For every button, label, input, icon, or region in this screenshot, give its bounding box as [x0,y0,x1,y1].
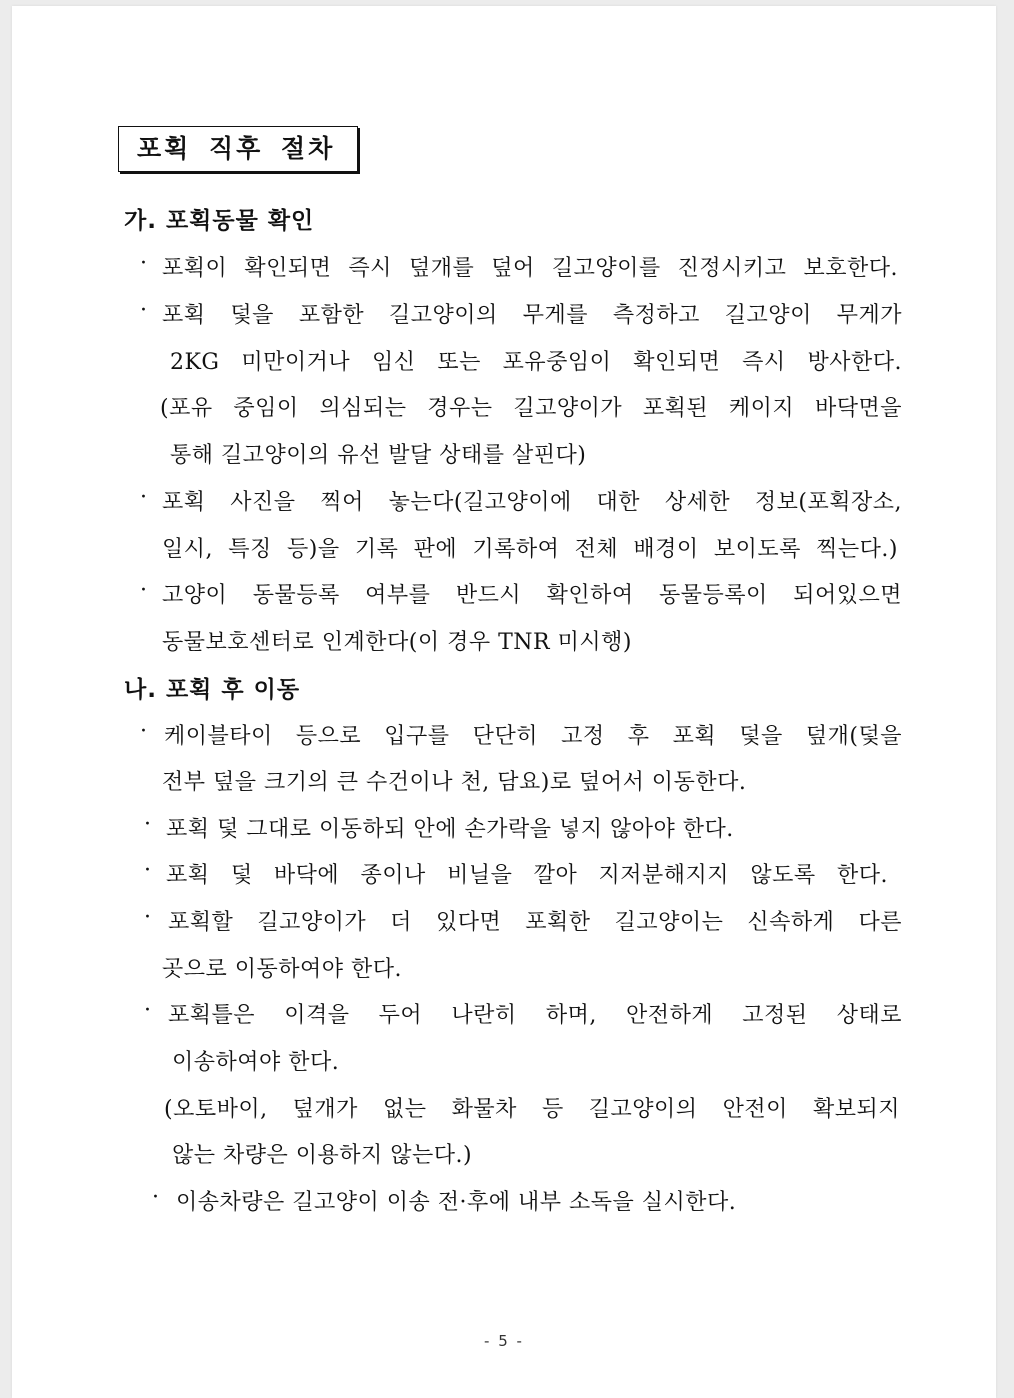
list-item-line: 전부 덮을 크기의 큰 수건이나 천, 담요)로 덮어서 이동한다. [162,770,747,795]
bullet-marker: · [152,1185,159,1210]
list-item-line: 포획틀은 이격을 두어 나란히 하며, 안전하게 고정된 상태로 [168,1003,902,1028]
section-heading-b: 나. 포획 후 이동 [124,677,301,703]
list-item-line: (포유 중임이 의심되는 경우는 길고양이가 포획된 케이지 바닥면을 [160,396,902,421]
bullet-marker: · [140,578,147,603]
list-item-line: 고양이 동물등록 여부를 반드시 확인하여 동물등록이 되어있으면 [162,583,902,608]
bullet-marker: · [140,251,147,276]
document-page [12,6,996,1398]
list-item-line: 2KG 미만이거나 임신 또는 포유중임이 확인되면 즉시 방사한다. [170,350,902,375]
bullet-marker: · [144,905,151,930]
document-title: 포획 직후 절차 [118,126,358,172]
bullet-marker: · [144,858,151,883]
list-item-line: (오토바이, 덮개가 없는 화물차 등 길고양이의 안전이 확보되지 [164,1097,900,1122]
list-item-line: 케이블타이 등으로 입구를 단단히 고정 후 포획 덫을 덮개(덫을 [164,724,902,749]
list-item-line: 포획 덫 바닥에 종이나 비닐을 깔아 지저분해지지 않도록 한다. [166,863,888,888]
bullet-marker: · [144,812,151,837]
list-item-line: 이송차량은 길고양이 이송 전·후에 내부 소독을 실시한다. [176,1190,737,1215]
list-item-line: 포획이 확인되면 즉시 덮개를 덮어 길고양이를 진정시키고 보호한다. [162,256,898,281]
list-item-line: 포획 덫을 포함한 길고양이의 무게를 측정하고 길고양이 무게가 [162,303,902,328]
list-item-line: 곳으로 이동하여야 한다. [162,957,403,982]
list-item-line: 일시, 특징 등)을 기록 판에 기록하여 전체 배경이 보이도록 찍는다.) [162,537,898,562]
list-item-line: 이송하여야 한다. [172,1050,340,1075]
list-item-line: 통해 길고양이의 유선 발달 상태를 살핀다) [170,443,587,468]
bullet-marker: · [140,719,147,744]
bullet-marker: · [140,485,147,510]
list-item-line: 포획 덫 그대로 이동하되 안에 손가락을 넣지 않아야 한다. [166,817,734,842]
page-number: - 5 - [484,1332,524,1350]
list-item-line: 포획 사진을 찍어 놓는다(길고양이에 대한 상세한 정보(포획장소, [162,490,902,515]
list-item-line: 않는 차량은 이용하지 않는다.) [172,1143,473,1168]
bullet-marker: · [144,998,151,1023]
list-item-line: 동물보호센터로 인계한다(이 경우 TNR 미시행) [162,630,632,655]
bullet-marker: · [140,298,147,323]
list-item-line: 포획할 길고양이가 더 있다면 포획한 길고양이는 신속하게 다른 [168,910,902,935]
section-heading-a: 가. 포획동물 확인 [124,208,315,234]
